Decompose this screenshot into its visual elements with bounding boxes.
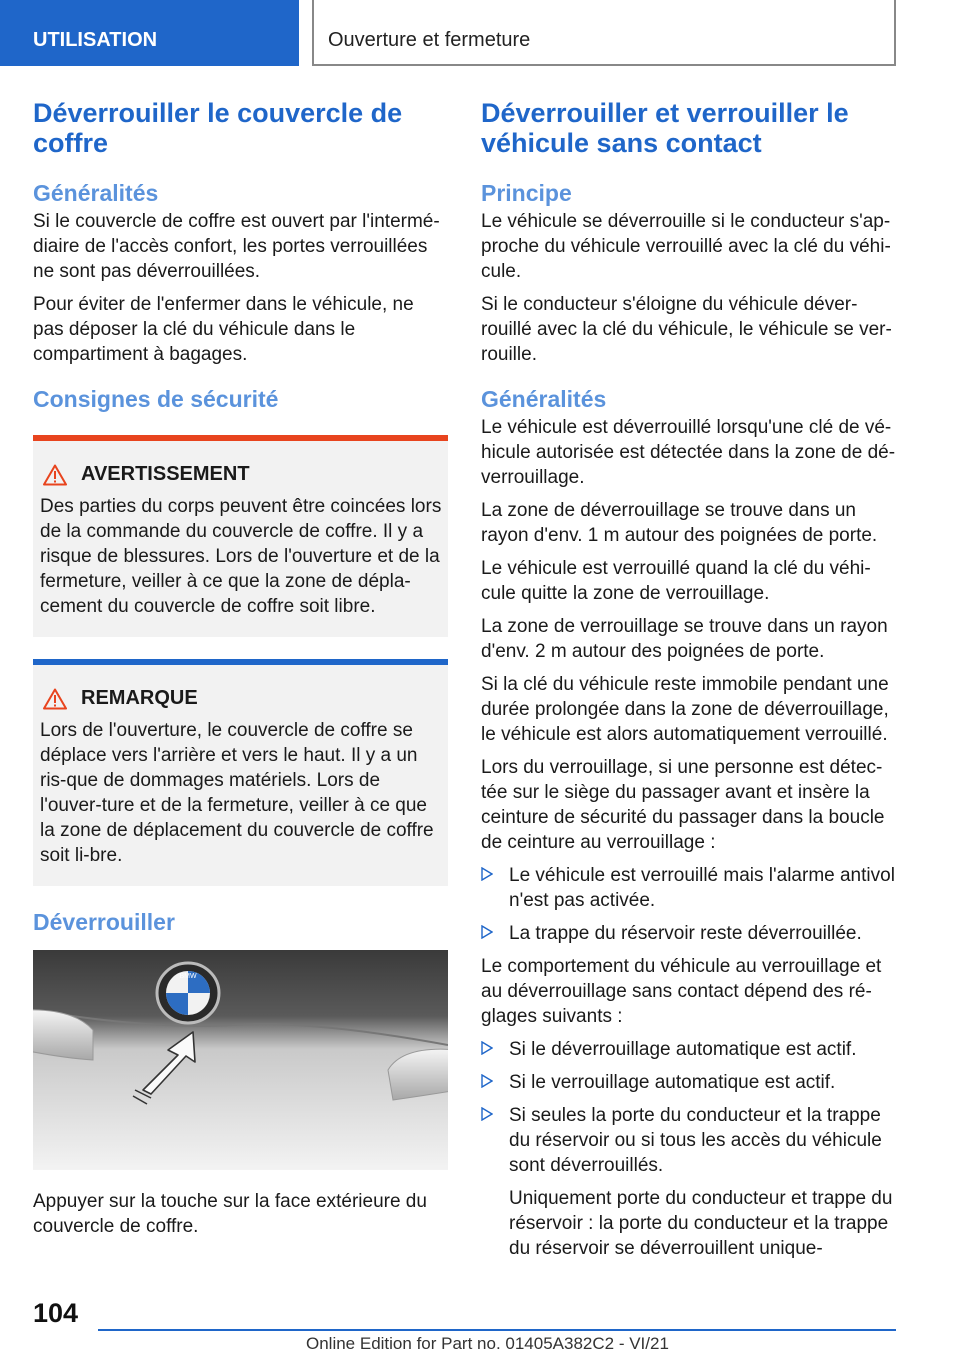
chapter-title: Ouverture et fermeture: [312, 0, 896, 66]
paragraph: Le véhicule se déverrouille si le conducteur s'ap-proche du véhicule verrouillé avec la clé du véhi-cule.: [481, 211, 891, 282]
triangle-bullet-icon: [481, 1074, 493, 1088]
list-item-text: Si seules la porte du conducteur et la trappe du réservoir ou si tous les accès du véhicule sont déverrouillés.: [509, 1105, 882, 1176]
generalites-heading: Généralités: [481, 386, 607, 412]
paragraph: La zone de verrouillage se trouve dans un rayon d'env. 2 m autour des poignées de porte.: [481, 616, 888, 662]
warning-triangle-icon: [43, 688, 67, 710]
note-title-row: [43, 687, 442, 710]
list-item: [481, 1070, 896, 1095]
footer-divider: [98, 1329, 896, 1331]
edition-text: Online Edition for Part no. 01405A382C2 - VI/21: [306, 1334, 669, 1353]
right-column: [481, 98, 896, 1269]
paragraph: Le véhicule est déverrouillé lorsqu'une clé de vé-hicule autorisée est détectée dans la zone de dé-verrouillage.: [481, 417, 896, 488]
left-column: [33, 98, 448, 1247]
triangle-bullet-icon: [481, 1107, 493, 1121]
bmw-logo-text: BMW: [179, 973, 197, 980]
bullet-list: [481, 1037, 896, 1178]
paragraph: Si le conducteur s'éloigne du véhicule déver-rouillé avec la clé du véhicule, le véhicule se ver-rouille.: [481, 294, 892, 365]
triangle-bullet-icon: [481, 1041, 493, 1055]
page-number: 104: [33, 1298, 79, 1328]
trunk-button-photo: [33, 950, 448, 1170]
list-item: [481, 1103, 896, 1178]
warning-text: Des parties du corps peuvent être coincées lors de la commande du couvercle de coffre. Il y a risque de blessures. Lors de l'ouverture et de la fermeture, veiller à ce que la zone de dépla-cement du couvercle de coffre soit libre.: [40, 496, 442, 617]
deverrouiller-heading: Déverrouiller: [33, 909, 175, 935]
paragraph: Le véhicule est verrouillé quand la clé du véhi-cule quitte la zone de verrouillage.: [481, 558, 871, 604]
triangle-bullet-icon: [481, 867, 493, 881]
warning-box: [33, 435, 448, 637]
list-item-text: Le véhicule est verrouillé mais l'alarme antivol n'est pas activée.: [509, 865, 895, 911]
consignes-heading: Consignes de sécurité: [33, 386, 279, 412]
note-title: REMARQUE: [81, 687, 198, 709]
principe-heading: Principe: [481, 180, 572, 206]
list-item-text: La trappe du réservoir reste déverrouillée.: [509, 923, 862, 944]
triangle-bullet-icon: [481, 925, 493, 939]
paragraph: Lors du verrouillage, si une personne est détec-tée sur le siège du passager avant et insère la ceinture de sécurité du passager dans la boucle de ceinture au verrouillage :: [481, 757, 885, 853]
sub-paragraph: Uniquement porte du conducteur et trappe du réservoir : la porte du conducteur et la trappe du réservoir se déverrouillent unique-: [509, 1188, 893, 1259]
warning-title-row: [43, 463, 442, 486]
paragraph: Si le couvercle de coffre est ouvert par l'intermé-diaire de l'accès confort, les portes verrouillées ne sont pas déverrouillées.: [33, 211, 440, 282]
list-item-text: Si le verrouillage automatique est actif.: [509, 1072, 836, 1093]
list-item: [481, 921, 896, 946]
right-title: Déverrouiller et verrouiller le véhicule sans contact: [481, 98, 849, 158]
paragraph: Pour éviter de l'enfermer dans le véhicule, ne pas déposer la clé du véhicule dans le compartiment à bagages.: [33, 294, 414, 365]
left-title: Déverrouiller le couvercle de coffre: [33, 98, 403, 158]
paragraph: La zone de déverrouillage se trouve dans un rayon d'env. 1 m autour des poignées de porte.: [481, 500, 878, 546]
section-tab: UTILISATION: [0, 0, 299, 66]
paragraph: Si la clé du véhicule reste immobile pendant une durée prolongée dans la zone de déverrouillage, le véhicule est alors automatiquement verrouillé.: [481, 674, 889, 745]
warning-title: AVERTISSEMENT: [81, 463, 250, 485]
bullet-list: [481, 863, 896, 946]
paragraph: Le comportement du véhicule au verrouillage et au déverrouillage sans contact dépend des ré-glages suivants :: [481, 956, 882, 1027]
generalites-heading: Généralités: [33, 180, 159, 206]
note-text: Lors de l'ouverture, le couvercle de coffre se déplace vers l'arrière et vers le haut. Il y a un ris-que de dommages matériels. Lors de l'ouver-ture et de la fermeture, veiller à ce que la zone de déplacement du couvercle de coffre soit li-bre.: [40, 720, 434, 866]
note-box: [33, 659, 448, 886]
photo-caption: Appuyer sur la touche sur la face extérieure du couvercle de coffre.: [33, 1191, 427, 1237]
warning-triangle-icon: [43, 464, 67, 486]
page-header: [0, 0, 960, 66]
list-item: [481, 1037, 896, 1062]
list-item: [481, 863, 896, 913]
list-item-text: Si le déverrouillage automatique est actif.: [509, 1039, 857, 1060]
